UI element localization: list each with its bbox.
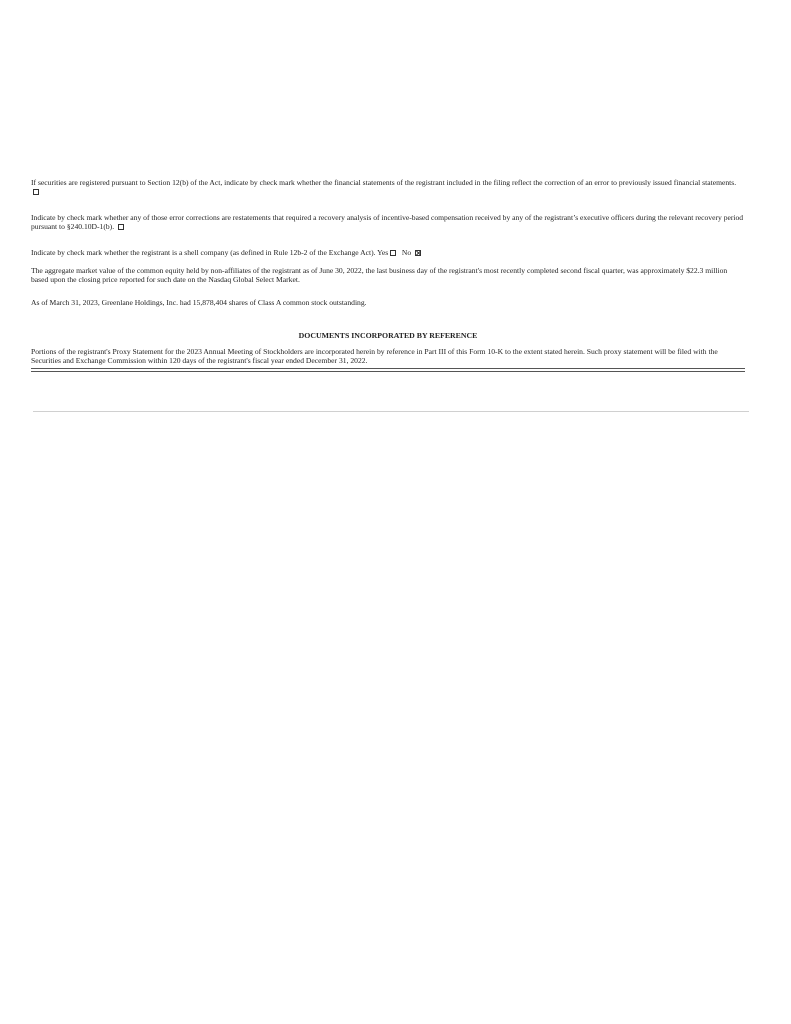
documents-incorporated-text: Portions of the registrant's Proxy Statement for the 2023 Annual Meeting of Stockholders are incorporated herein by reference in Part III of this Form 10-K to the extent stated herein. Such proxy statement will be filed with the Securities and Exchange Commission within 120 days of the registrant's fiscal year ended December 31, 2022. (31, 347, 718, 365)
shell-company-no-checked-icon (415, 250, 421, 256)
shares-outstanding-paragraph (31, 298, 745, 307)
page-divider (33, 411, 749, 412)
shell-company-no-label: No (401, 248, 412, 257)
shell-company-text: Indicate by check mark whether the registrant is a shell company (as defined in Rule 12b-2 of the Exchange Act). Yes (31, 248, 389, 257)
recovery-analysis-text: Indicate by check mark whether any of those error corrections are restatements that required a recovery analysis of incentive-based compensation received by any of the registrant’s executive officers during the relevant recovery period pursuant to §240.10D-1(b). (31, 213, 744, 231)
market-value-text: The aggregate market value of the common equity held by non-affiliates of the registrant as of June 30, 2022, the last business day of the registrant's most recently completed second fiscal quarter, was approximately $22.3 million based upon the closing price reported for such date on the Nasdaq Global Select Market. (31, 266, 728, 284)
documents-incorporated-heading: DOCUMENTS INCORPORATED BY REFERENCE (298, 331, 478, 340)
shell-company-yes-checkbox-icon (390, 250, 396, 256)
error-correction-text: If securities are registered pursuant to Section 12(b) of the Act, indicate by check mark whether the financial statements of the registrant included in the filing reflect the correction of an error to previously issued financial statements. (31, 178, 737, 187)
market-value-paragraph (31, 266, 745, 284)
recovery-analysis-paragraph (31, 213, 745, 231)
recovery-analysis-checkbox-icon (118, 224, 124, 230)
error-correction-checkbox-icon (33, 189, 39, 195)
error-correction-paragraph (31, 178, 745, 196)
shares-outstanding-text: As of March 31, 2023, Greenlane Holdings, Inc. had 15,878,404 shares of Class A common stock outstanding. (31, 298, 367, 307)
section-double-rule (31, 368, 745, 372)
documents-incorporated-paragraph (31, 347, 745, 365)
shell-company-paragraph (31, 248, 745, 257)
